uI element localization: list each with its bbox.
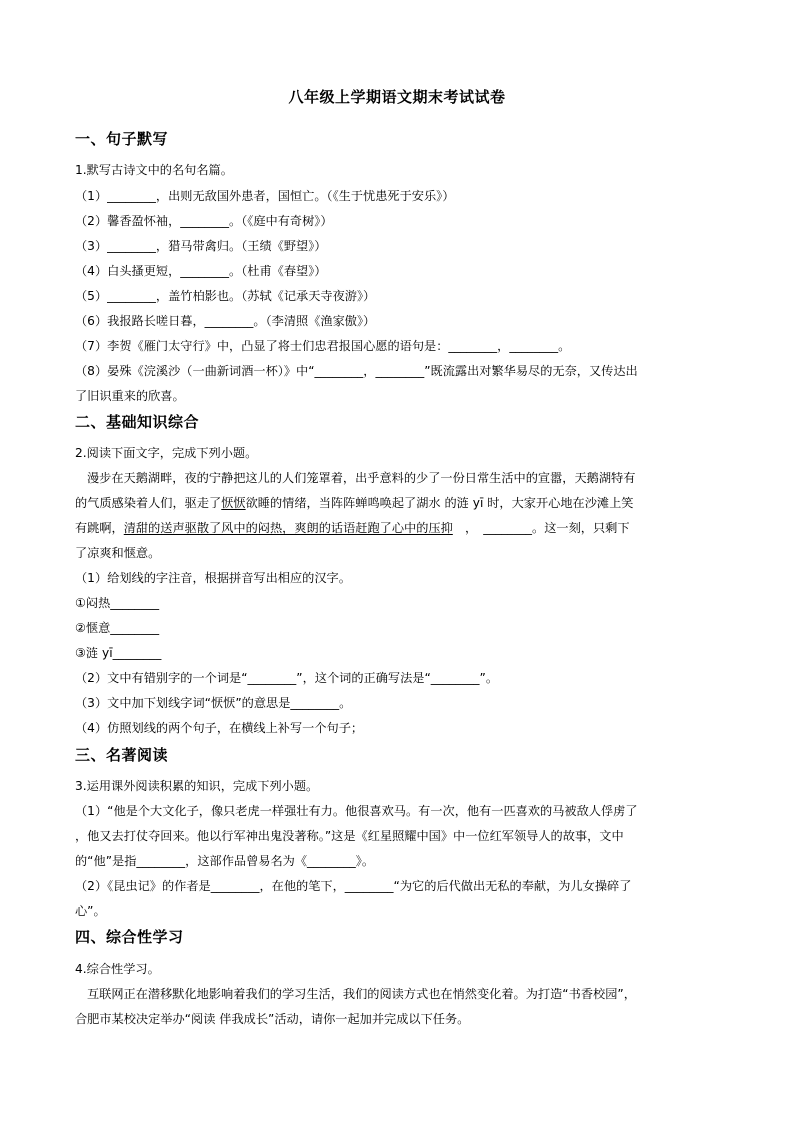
underlined-sentence: 清甜的送声驱散了风中的闷热，爽朗的话语赶跑了心中的压抑	[123, 521, 453, 535]
question-1: 1.默写古诗文中的名句名篇。	[75, 163, 233, 177]
underlined-word: 恹恹	[221, 496, 246, 510]
section-heading-1: 一、句子默写	[75, 130, 169, 148]
question-2: 2.阅读下面文字，完成下列小题。	[75, 446, 258, 460]
passage-text: ， ________。这一刻，只剩下	[452, 521, 630, 535]
section-heading-2: 二、基础知识综合	[75, 413, 200, 431]
q2-answer-2: ②惬意________	[75, 621, 160, 635]
passage-text: 欲睡的情绪，当阵阵蝉鸣唤起了湖水 的涟 yī 时，大家开心地在沙滩上笑	[245, 496, 634, 510]
q4-passage-line-2: 合肥市某校决定举办“阅读 伴我成长”活动，请你一起加并完成以下任务。	[75, 1012, 470, 1026]
q1-item-1: （1）________，出则无敌国外患者，国恒亡。（《生于忧患死于安乐》）	[75, 189, 455, 203]
page-title: 八年级上学期语文期末考试试卷	[288, 88, 506, 106]
q1-item-7: （7）李贺《雁门太守行》中，凸显了将士们忠君报国心愿的语句是：________，________。	[75, 339, 571, 353]
q1-item-3: （3）________，猎马带禽归。（王绩《野望》）	[75, 239, 327, 253]
q2-answer-3: ③涟 yī________	[75, 646, 162, 660]
passage-line-4: 了凉爽和惬意。	[75, 546, 161, 560]
q2-answer-1: ①闷热________	[75, 596, 160, 610]
passage-text: 有跳啊，	[75, 521, 124, 535]
passage-text: 的气质感染着人们，驱走了	[75, 496, 222, 510]
q2-sub-3: （3）文中加下划线字词“恹恹”的意思是________。	[75, 696, 352, 710]
question-3: 3.运用课外阅读积累的知识，完成下列小题。	[75, 779, 319, 793]
q4-passage-line-1: 互联网正在潜移默化地影响着我们的学习生活，我们的阅读方式也在悄然变化着。为打造“书香校园”，	[87, 987, 636, 1001]
q3-line-1: （1）“他是个大文化子，像只老虎一样强壮有力。他很喜欢马。有一次，他有一匹喜欢的马被敌人俘虏了	[75, 804, 638, 818]
q1-item-5: （5）________，盖竹柏影也。（苏轼《记承天寺夜游》）	[75, 289, 376, 303]
q3-line-3: 的“他”是指________，这部作品曾易名为《________》。	[75, 854, 375, 868]
q3-line-5: 心”。	[75, 904, 106, 918]
q3-line-4: （2）《昆虫记》的作者是________，在他的笔下，________“为它的后代做出无私的奉献，为儿女操碎了	[75, 879, 632, 893]
q2-sub-2: （2）文中有错别字的一个词是“________”，这个词的正确写法是“________”。	[75, 671, 499, 685]
passage-line-2	[75, 495, 725, 511]
q1-item-6: （6）我报路长嗟日暮，________。（李清照《渔家傲》）	[75, 314, 376, 328]
q2-sub-1: （1）给划线的字注音，根据拼音写出相应的汉字。	[75, 571, 351, 585]
q1-item-4: （4）白头搔更短，________。（杜甫《春望》）	[75, 264, 327, 278]
passage-line-3	[75, 520, 725, 536]
section-heading-4: 四、综合性学习	[75, 928, 184, 946]
q1-item-8: （8）晏殊《浣溪沙（一曲新词酒一杯）》中“________，________”既流露出对繁华易尽的无奈，又传达出	[75, 364, 638, 378]
q1-item-2: （2）馨香盈怀袖，________。（《庭中有奇树》）	[75, 214, 333, 228]
q3-line-2: ，他又去打仗夺回来。他以行军神出鬼没著称。”这是《红星照耀中国》中一位红军领导人的故事，文中	[75, 829, 624, 843]
q2-sub-4: （4）仿照划线的两个句子，在横线上补写一个句子；	[75, 721, 364, 735]
q1-item-8-cont: 了旧识重来的欣喜。	[75, 389, 185, 403]
question-4: 4.综合性学习。	[75, 962, 160, 976]
section-heading-3: 三、名著阅读	[75, 746, 169, 764]
passage-line-1: 漫步在天鹅湖畔，夜的宁静把这儿的人们笼罩着，出乎意料的少了一份日常生活中的宣嚣，天鹅湖特有	[87, 471, 636, 485]
